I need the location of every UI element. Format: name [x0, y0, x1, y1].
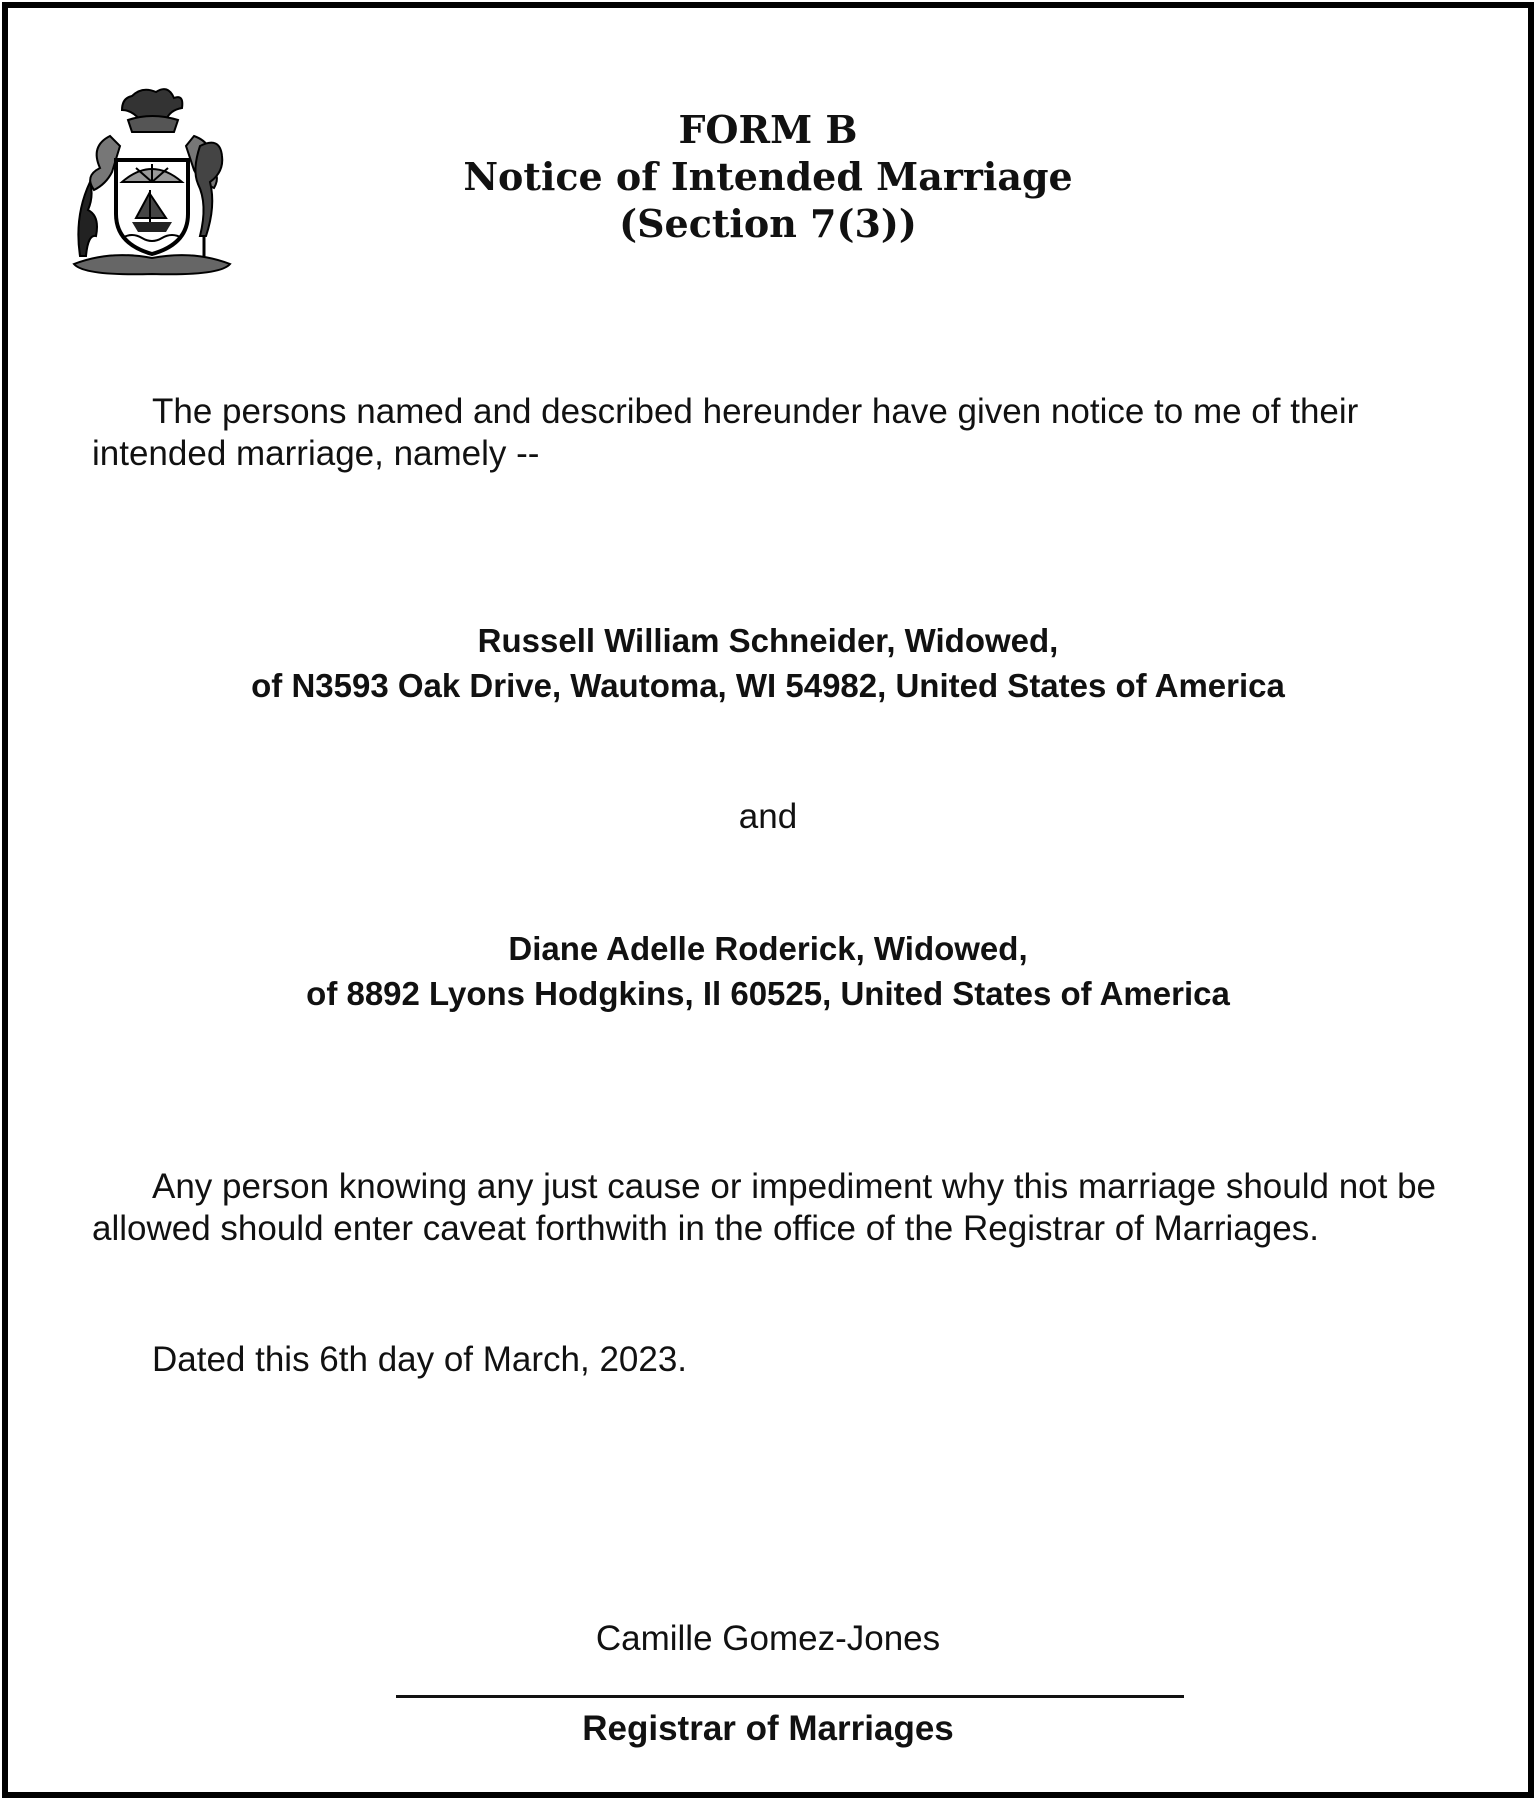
notice-title: Notice of Intended Marriage [463, 154, 1073, 199]
caveat-text: Any person knowing any just cause or impediment why this marriage should not be allowed should enter caveat forthwith in the office of the Registrar of Marriages. [92, 1167, 1437, 1248]
party-2-address: of 8892 Lyons Hodgkins, Il 60525, United States of America [306, 975, 1230, 1012]
section-reference: (Section 7(3)) [619, 201, 917, 246]
form-header [8, 106, 1528, 247]
party-1-name: Russell William Schneider, Widowed, [477, 622, 1059, 659]
dated-line: Dated this 6th day of March, 2023. [152, 1340, 688, 1379]
party-2-name: Diane Adelle Roderick, Widowed, [508, 930, 1028, 967]
conjunction-text: and [738, 797, 798, 836]
notice-page [2, 2, 1534, 1798]
caveat-paragraph [92, 1166, 1502, 1250]
party-2 [8, 926, 1528, 1016]
registrar-title: Registrar of Marriages [582, 1709, 954, 1748]
party-1 [8, 618, 1528, 708]
intro-text: The persons named and described hereunder have given notice to me of their intended marriage, namely -- [92, 392, 1359, 473]
intro-paragraph [92, 391, 1492, 475]
party-1-address: of N3593 Oak Drive, Wautoma, WI 54982, United States of America [251, 667, 1285, 704]
form-title: FORM B [678, 107, 858, 152]
signature-line [396, 1695, 1184, 1698]
signer-name: Camille Gomez-Jones [595, 1619, 941, 1658]
